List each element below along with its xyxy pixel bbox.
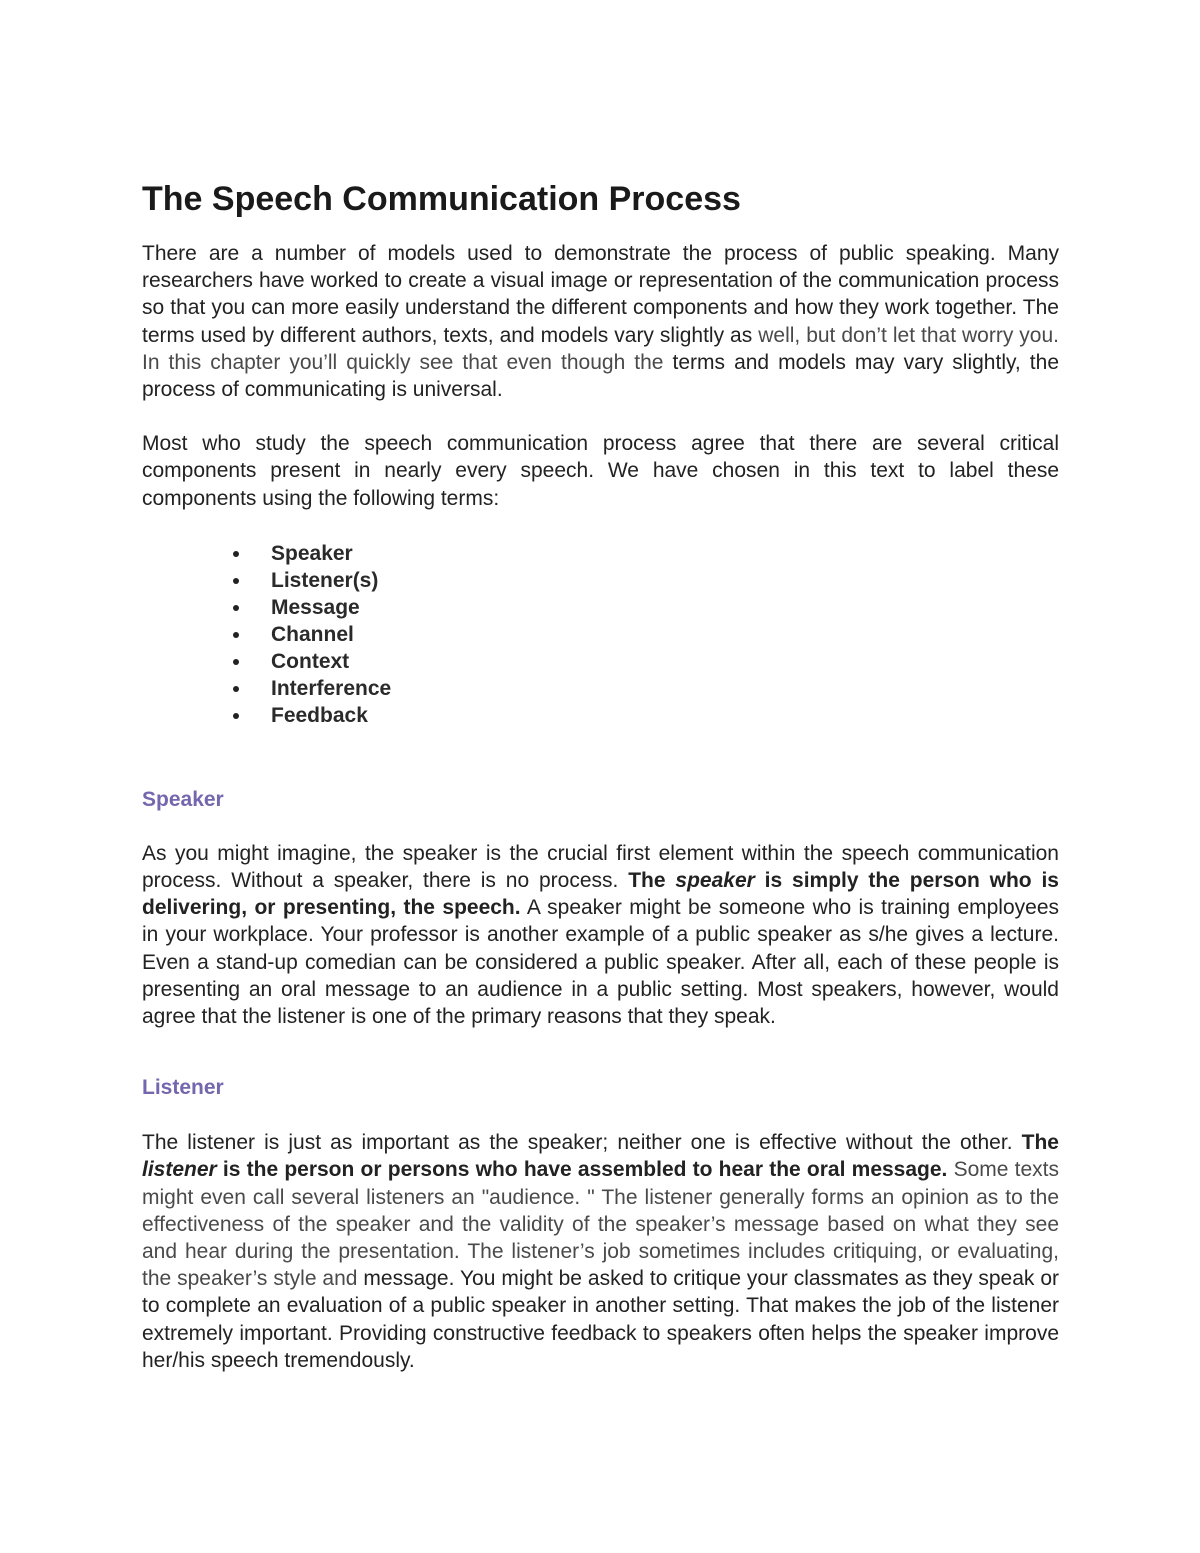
document-content <box>142 178 1059 1374</box>
list-item: Speaker <box>271 540 1059 567</box>
listener-heading: Listener <box>142 1076 224 1100</box>
listener-text-start: The listener is just as important as the speaker; neither one is effective without the other. <box>142 1131 1022 1155</box>
speaker-definition-post: is simply the person who is delivering, or presenting, the speech. <box>142 869 1059 920</box>
speaker-heading: Speaker <box>142 787 224 811</box>
list-item: Interference <box>271 675 1059 702</box>
intro-text-dark: There are a number of models used to demonstrate the process of public speaking. Many researchers have worked to create a visual image or representation of the communication process so that you can more easily understand the different components and how they work together. The terms used by different authors, texts, and models vary slightly as <box>142 242 1059 347</box>
listener-definition-term: listener <box>142 1158 217 1182</box>
speaker-paragraph <box>142 840 1059 1030</box>
intro-text-end: terms and models may vary slightly, the process of communicating is universal. <box>142 350 1059 402</box>
list-item: Message <box>271 594 1059 621</box>
listener-text-end: message. You might be asked to critique your classmates as they speak or to complete an evaluation of a public speaker in another setting. That makes the job of the listener extremely important. Providing constructive feedback to speakers often helps the speaker improve her/his speech tremendously. <box>142 1267 1059 1372</box>
listener-definition-pre: The <box>1021 1131 1059 1155</box>
components-list <box>142 540 1059 729</box>
list-item: Listener(s) <box>271 567 1059 594</box>
listener-definition-post: is the person or persons who have assembled to hear the oral message. <box>216 1158 948 1182</box>
listener-paragraph <box>142 1129 1059 1374</box>
list-item: Channel <box>271 621 1059 648</box>
intro-text-light: well, but don’t let that worry you. In this chapter you’ll quickly see that even though the <box>142 323 1060 374</box>
page-title: The Speech Communication Process <box>142 180 741 218</box>
speaker-definition-pre: The <box>628 869 676 893</box>
list-item: Context <box>271 648 1059 675</box>
speaker-text-end: A speaker might be someone who is training employees in your workplace. Your professor is another example of a public speaker as s/he gives a lecture. Even a stand-up comedian can be considered a public speaker. After all, each of these people is presenting an oral message to an audience in a public setting. Most speakers, however, would agree that the listener is one of the primary reasons that they speak. <box>142 896 1059 1029</box>
listener-text-light: Some texts might even call several listeners an "audience. " The listener generally forms an opinion as to the effectiveness of the speaker and the validity of the speaker’s message based on what they see and hear during the presentation. The listener’s job sometimes includes critiquing, or evaluating, the speaker’s style and <box>142 1158 1059 1291</box>
intro-paragraph-2: Most who study the speech communication process agree that there are several critical components present in nearly every speech. We have chosen in this text to label these components using the following terms: <box>142 432 1059 510</box>
intro-paragraph-1 <box>142 240 1059 403</box>
speaker-definition-term: speaker <box>675 869 755 893</box>
list-item: Feedback <box>271 702 1059 729</box>
speaker-text-start: As you might imagine, the speaker is the crucial first element within the speech communication process. Without a speaker, there is no process. <box>142 841 1059 893</box>
